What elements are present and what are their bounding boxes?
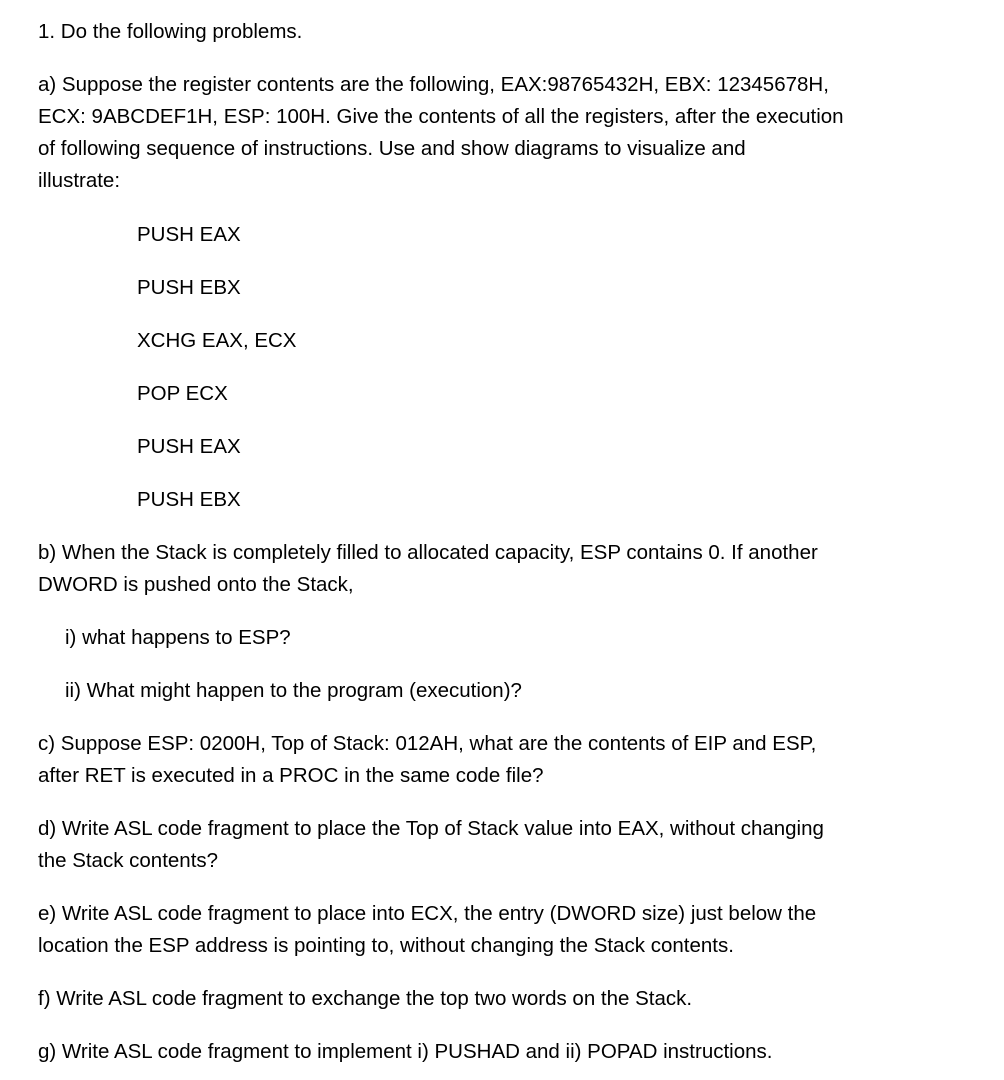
instruction-2: PUSH EBX: [137, 276, 241, 299]
part-b-sub-i: i) what happens to ESP?: [65, 626, 291, 649]
part-b-sub-ii: ii) What might happen to the program (execution)?: [65, 679, 522, 702]
part-d-line-1: d) Write ASL code fragment to place the Top of Stack value into EAX, without changing: [38, 817, 824, 840]
part-b-line-1: b) When the Stack is completely filled to allocated capacity, ESP contains 0. If another: [38, 541, 818, 564]
part-e-line-1: e) Write ASL code fragment to place into ECX, the entry (DWORD size) just below the: [38, 902, 817, 925]
part-c-line-1: c) Suppose ESP: 0200H, Top of Stack: 012AH, what are the contents of EIP and ESP,: [38, 732, 817, 755]
part-g-line: g) Write ASL code fragment to implement i) PUSHAD and ii) POPAD instructions.: [38, 1040, 773, 1063]
part-c-line-2: after RET is executed in a PROC in the same code file?: [38, 764, 544, 787]
part-f-line: f) Write ASL code fragment to exchange the top two words on the Stack.: [38, 987, 693, 1010]
question-heading: 1. Do the following problems.: [38, 20, 303, 43]
part-b-line-2: DWORD is pushed onto the Stack,: [38, 573, 354, 596]
part-a-line-4: illustrate:: [38, 169, 121, 192]
instruction-1: PUSH EAX: [137, 223, 241, 246]
instruction-6: PUSH EBX: [137, 488, 241, 511]
part-a-line-3: of following sequence of instructions. Use and show diagrams to visualize and: [38, 137, 746, 160]
part-a-line-1: a) Suppose the register contents are the following, EAX:98765432H, EBX: 12345678H,: [38, 73, 829, 96]
part-a-line-2: ECX: 9ABCDEF1H, ESP: 100H. Give the contents of all the registers, after the execution: [38, 105, 844, 128]
instruction-3: XCHG EAX, ECX: [137, 329, 297, 352]
instruction-5: PUSH EAX: [137, 435, 241, 458]
part-e-line-2: location the ESP address is pointing to, without changing the Stack contents.: [38, 934, 734, 957]
instruction-4: POP ECX: [137, 382, 228, 405]
part-d-line-2: the Stack contents?: [38, 849, 219, 872]
